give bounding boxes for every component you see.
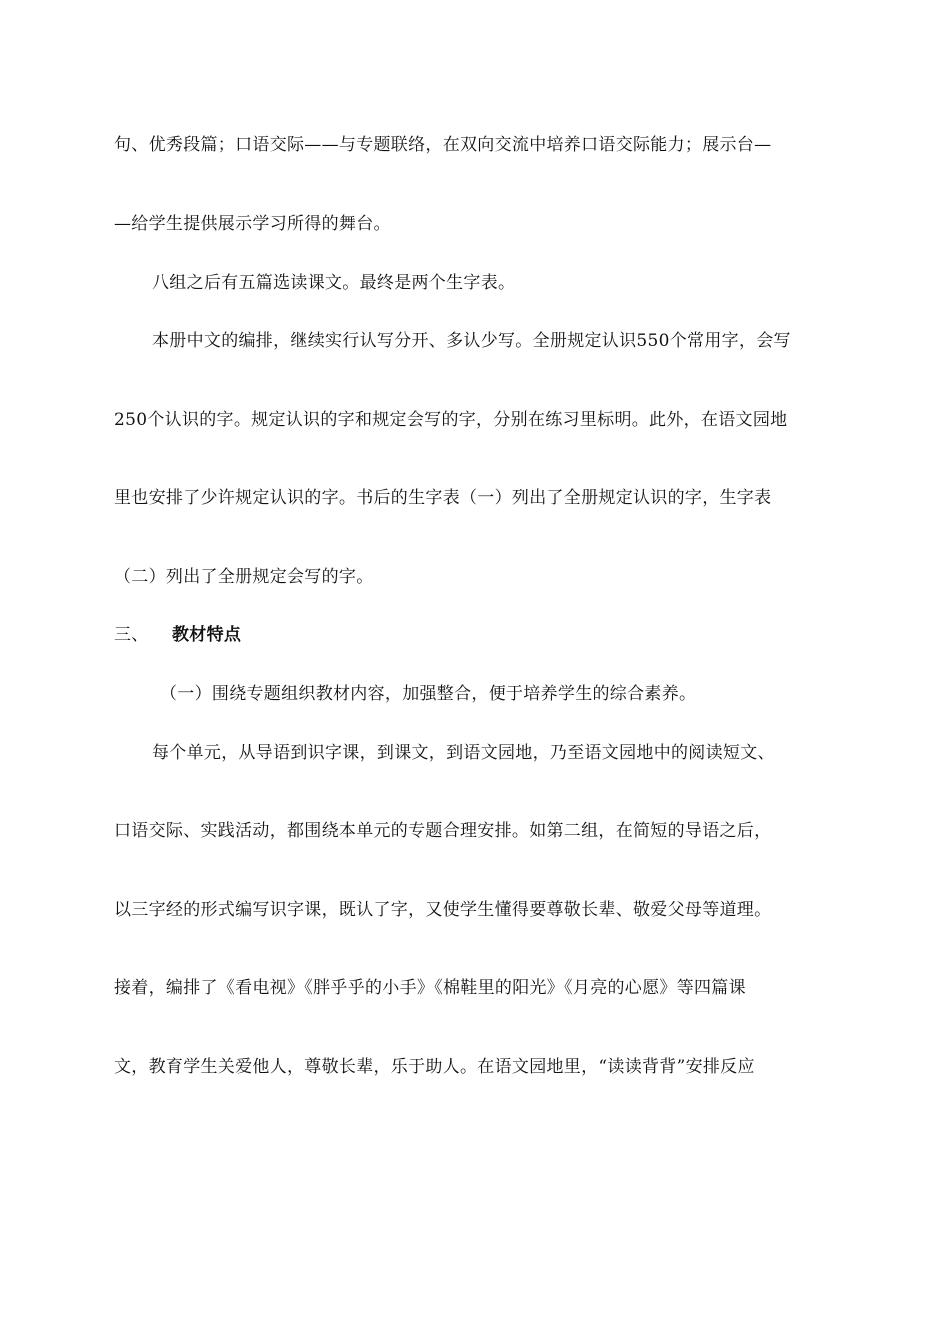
paragraph-line: 本册中文的编排，继续实行认写分开、多认少写。全册规定认识550个常用字，会写: [152, 331, 791, 351]
paragraph-line: 文，教育学生关爱他人，尊敬长辈，乐于助人。在语文园地里，“读读背背”安排反应: [114, 1057, 755, 1077]
paragraph-line: —给学生提供展示学习所得的舞台。: [114, 214, 391, 234]
paragraph-line: 接着，编排了《看电视》《胖乎乎的小手》《棉鞋里的阳光》《月亮的心愿》等四篇课: [114, 978, 746, 998]
paragraph-line: （二）列出了全册规定会写的字。: [114, 567, 374, 587]
section-title: 教材特点: [172, 625, 242, 645]
paragraph-line: 八组之后有五篇选读课文。最终是两个生字表。: [152, 273, 516, 293]
section-number: 三、: [114, 625, 149, 645]
paragraph-line: 每个单元，从导语到识字课，到课文，到语文园地，乃至语文园地中的阅读短文、: [152, 743, 775, 763]
paragraph-line: 里也安排了少许规定认识的字。书后的生字表（一）列出了全册规定认识的字，生字表: [114, 488, 772, 508]
paragraph-line: 句、优秀段篇；口语交际——与专题联络，在双向交流中培养口语交际能力；展示台—: [114, 135, 772, 155]
paragraph-line: 以三字经的形式编写识字课，既认了字，又使学生懂得要尊敬长辈、敬爱父母等道理。: [114, 900, 772, 920]
paragraph-line: 250个认识的字。规定认识的字和规定会写的字，分别在练习里标明。此外，在语文园地: [114, 410, 788, 430]
paragraph-line: 口语交际、实践活动，都围绕本单元的专题合理安排。如第二组，在简短的导语之后，: [114, 821, 772, 841]
subsection-heading: （一）围绕专题组织教材内容，加强整合，便于培养学生的综合素养。: [160, 684, 697, 704]
section-heading: [114, 623, 854, 647]
